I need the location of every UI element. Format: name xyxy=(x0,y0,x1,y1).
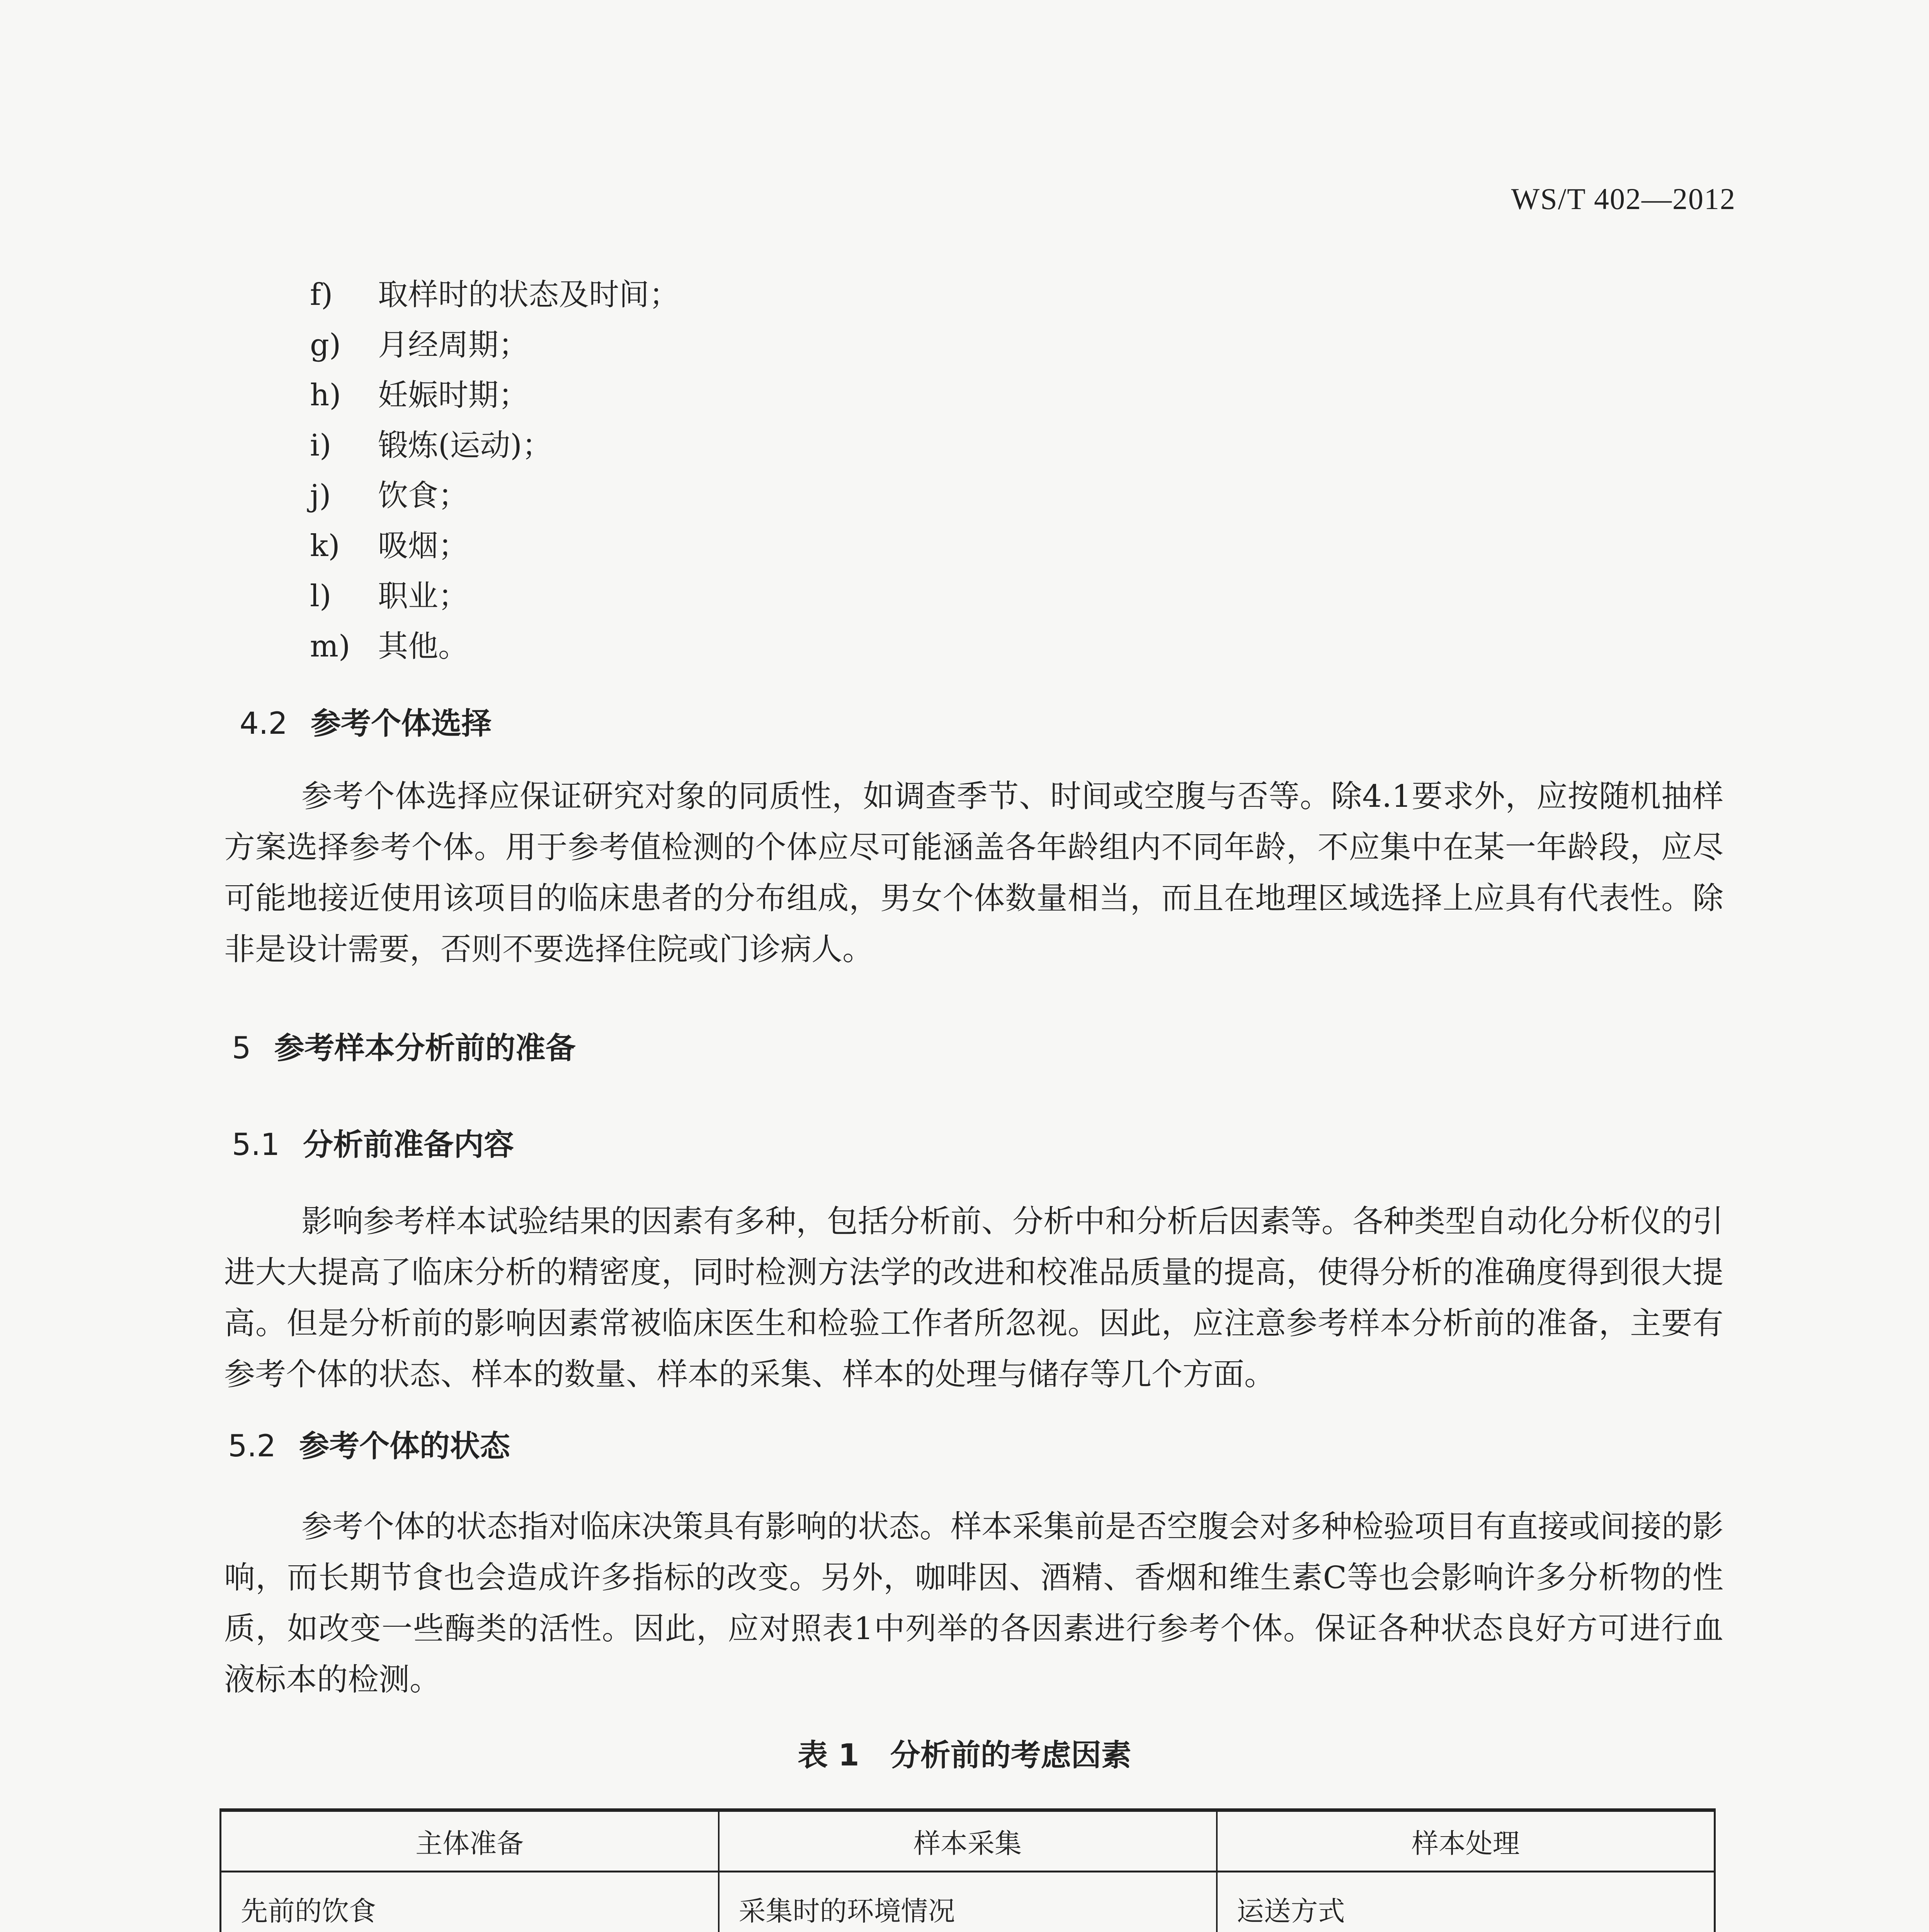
table-column-sample-collection xyxy=(719,1872,1217,1932)
standard-number: WS/T 402—2012 xyxy=(1511,182,1736,216)
table-cell: 采集时的环境情况 xyxy=(738,1895,955,1927)
list-item: g) 月经周期； xyxy=(310,328,529,362)
list-item: m) 其他。 xyxy=(310,629,469,664)
paragraph-5-1: 影响参考样本试验结果的因素有多种，包括分析前、分析中和分析后因素等。各种类型自动化分析仪的引进大大提高了临床分析的精密度，同时检测方法学的改进和校准品质量的提高，使得分析的准确度得到很大提高。但是分析前的影响因素常被临床医生和检验工作者所忽视。因此，应注意参考样本分析前的准备，主要有参考个体的状态、样本的数量、样本的采集、样本的处理与储存等几个方面。 xyxy=(224,1203,1723,1392)
paragraph-4-2: 参考个体选择应保证研究对象的同质性，如调查季节、时间或空腹与否等。除4.1要求外，应按随机抽样方案选择参考个体。用于参考值检测的个体应尽可能涵盖各年龄组内不同年龄，不应集中在某一年龄段，应尽可能地接近使用该项目的临床患者的分布组成，男女个体数量相当，而且在地理区域选择上应具有代表性。除非是设计需要，否则不要选择住院或门诊病人。 xyxy=(224,778,1723,967)
table-column-sample-processing xyxy=(1217,1872,1715,1932)
paragraph-5-2: 参考个体的状态指对临床决策具有影响的状态。样本采集前是否空腹会对多种检验项目有直接或间接的影响，而长期节食也会造成许多指标的改变。另外，咖啡因、酒精、香烟和维生素C等也会影响许多分析物的性质，如改变一些酶类的活性。因此，应对照表1中列举的各因素进行参考个体。保证各种状态良好方可进行血液标本的检测。 xyxy=(224,1509,1723,1697)
table-header-subject-preparation: 主体准备 xyxy=(221,1810,719,1872)
section-heading-4-2: 4.2 参考个体选择 xyxy=(240,706,492,741)
factors-table xyxy=(219,1808,1716,1932)
section-heading-5-1: 5.1 分析前准备内容 xyxy=(232,1128,514,1162)
table-column-subject-preparation xyxy=(221,1872,719,1932)
table-caption: 表 1 分析前的考虑因素 xyxy=(798,1738,1131,1773)
list-item: j) 饮食； xyxy=(310,478,469,513)
list-item: l) 职业； xyxy=(310,579,469,614)
list-item: k) 吸烟； xyxy=(310,529,469,563)
section-heading-5: 5 参考样本分析前的准备 xyxy=(232,1031,576,1066)
table-header-sample-collection: 样本采集 xyxy=(719,1810,1217,1872)
list-item: i) 锻炼(运动)； xyxy=(310,428,552,463)
table-header-sample-processing: 样本处理 xyxy=(1217,1810,1715,1872)
table-cell: 运送方式 xyxy=(1237,1895,1345,1927)
list-item: f) 取样时的状态及时间； xyxy=(310,277,680,312)
table-cell: 先前的饮食 xyxy=(241,1895,376,1927)
list-item: h) 妊娠时期； xyxy=(310,378,529,413)
section-heading-5-2: 5.2 参考个体的状态 xyxy=(228,1429,510,1464)
